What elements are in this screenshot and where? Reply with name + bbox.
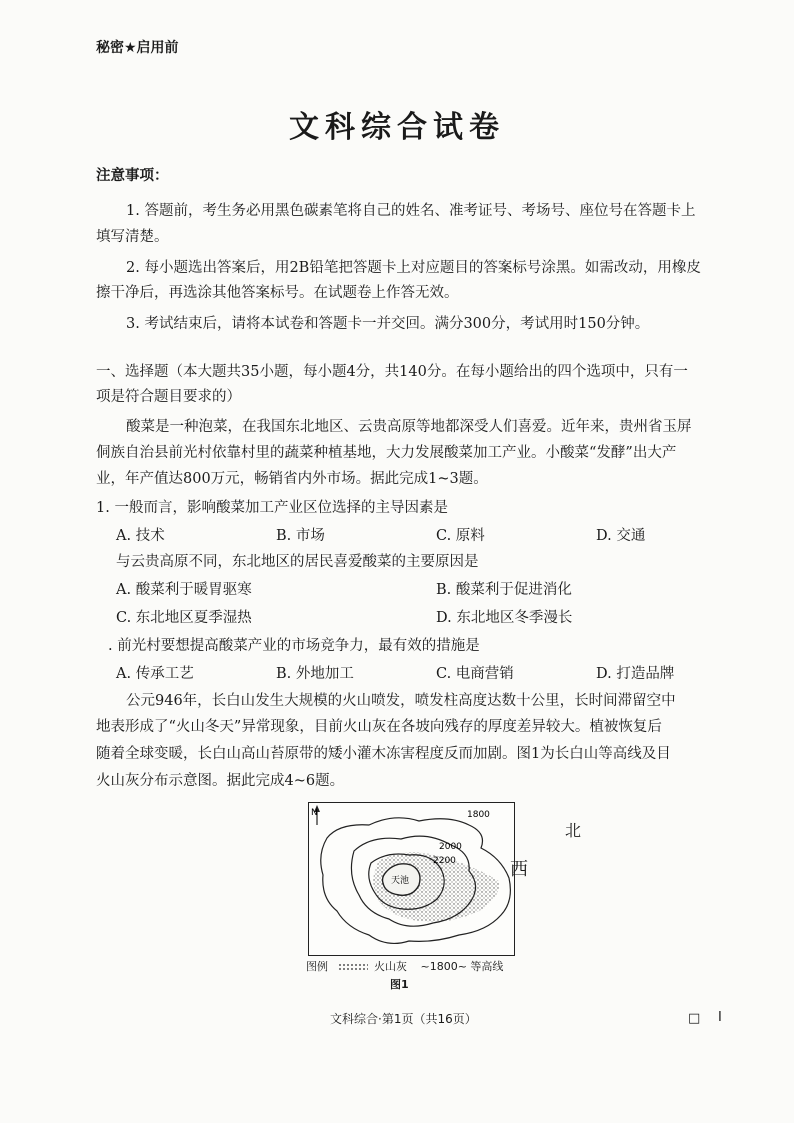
page-footer: 文科综合·第1页（共16页） — [330, 1012, 477, 1026]
notice-line: 3. 考试结束后，请将本试卷和答题卡一并交回。满分300分，考试用时150分钟。 — [126, 316, 650, 332]
option: A. 传承工艺 — [116, 666, 194, 682]
option: A. 技术 — [116, 528, 165, 544]
passage-line: 公元946年，长白山发生大规模的火山喷发，喷发柱高度达数十公里，长时间滞留空中 — [126, 693, 676, 709]
legend-ash-label: 火山灰 — [374, 960, 407, 973]
contour-map-svg — [309, 803, 514, 955]
option: D. 东北地区冬季漫长 — [436, 610, 573, 626]
option: B. 外地加工 — [276, 666, 354, 682]
option: B. 市场 — [276, 528, 325, 544]
section-heading: 一、选择题（本大题共35小题，每小题4分，共140分。在每小题给出的四个选项中，只有一 — [96, 364, 688, 380]
option: D. 交通 — [596, 528, 646, 544]
notice-heading: 注意事项： — [96, 167, 169, 184]
option: B. 酸菜利于促进消化 — [436, 582, 572, 598]
contour-label-1800: 1800 — [467, 810, 490, 820]
section-heading: 项是符合题目要求的） — [96, 389, 241, 405]
option: C. 原料 — [436, 528, 485, 544]
north-label: N — [311, 808, 318, 818]
footer-mark: □ — [688, 1011, 701, 1026]
passage-line: 侗族自治县前光村依靠村里的蔬菜种植基地，大力发展酸菜加工产业。小酸菜“发酵”出大产 — [96, 445, 677, 461]
footer-mark: I — [718, 1010, 722, 1025]
passage-line: 地表形成了“火山冬天”异常现象，目前火山灰在各坡向残存的厚度差异较大。植被恢复后 — [96, 719, 662, 735]
notice-line: 1. 答题前，考生务必用黑色碳素笔将自己的姓名、准考证号、考场号、座位号在答题卡上 — [126, 203, 696, 219]
notice-line: 擦干净后，再选涂其他答案标号。在试题卷上作答无效。 — [96, 285, 459, 301]
question-stem: . 前光村要想提高酸菜产业的市场竞争力，最有效的措施是 — [108, 638, 480, 654]
passage-line: 业，年产值达800万元，畅销省内外市场。据此完成1~3题。 — [96, 471, 488, 487]
contour-label-2200: 2200 — [433, 856, 456, 866]
question-stem: 与云贵高原不同，东北地区的居民喜爱酸菜的主要原因是 — [116, 554, 479, 570]
page-title: 文科综合试卷 — [289, 110, 505, 145]
figure-caption: 图1 — [390, 978, 409, 991]
margin-mark: 西 — [510, 859, 528, 880]
option: D. 打造品牌 — [596, 666, 675, 682]
contour-label-2000: 2000 — [439, 842, 462, 852]
legend-ash-swatch — [338, 963, 368, 970]
lake-label: 天池 — [391, 876, 410, 886]
legend-contour-label: ~1800~ 等高线 — [420, 960, 504, 973]
option: A. 酸菜利于暖胃驱寒 — [116, 582, 252, 598]
notice-line: 2. 每小题选出答案后，用2B铅笔把答题卡上对应题目的答案标号涂黑。如需改动，用橡皮 — [126, 260, 701, 276]
passage-line: 随着全球变暖，长白山高山苔原带的矮小灌木冻害程度反而加剧。图1为长白山等高线及目 — [96, 746, 671, 762]
option: C. 东北地区夏季湿热 — [116, 610, 252, 626]
contour-map — [308, 802, 515, 956]
margin-mark: 北 — [565, 821, 582, 840]
map-legend — [306, 958, 503, 974]
question-stem: 1. 一般而言，影响酸菜加工产业区位选择的主导因素是 — [96, 500, 448, 516]
legend-prefix: 图例 — [306, 960, 328, 973]
passage-line: 火山灰分布示意图。据此完成4~6题。 — [96, 773, 345, 789]
secret-label: 秘密★启用前 — [96, 40, 179, 56]
notice-line: 填写清楚。 — [96, 229, 169, 245]
passage-line: 酸菜是一种泡菜，在我国东北地区、云贵高原等地都深受人们喜爱。近年来，贵州省玉屏 — [126, 419, 692, 435]
option: C. 电商营销 — [436, 666, 514, 682]
